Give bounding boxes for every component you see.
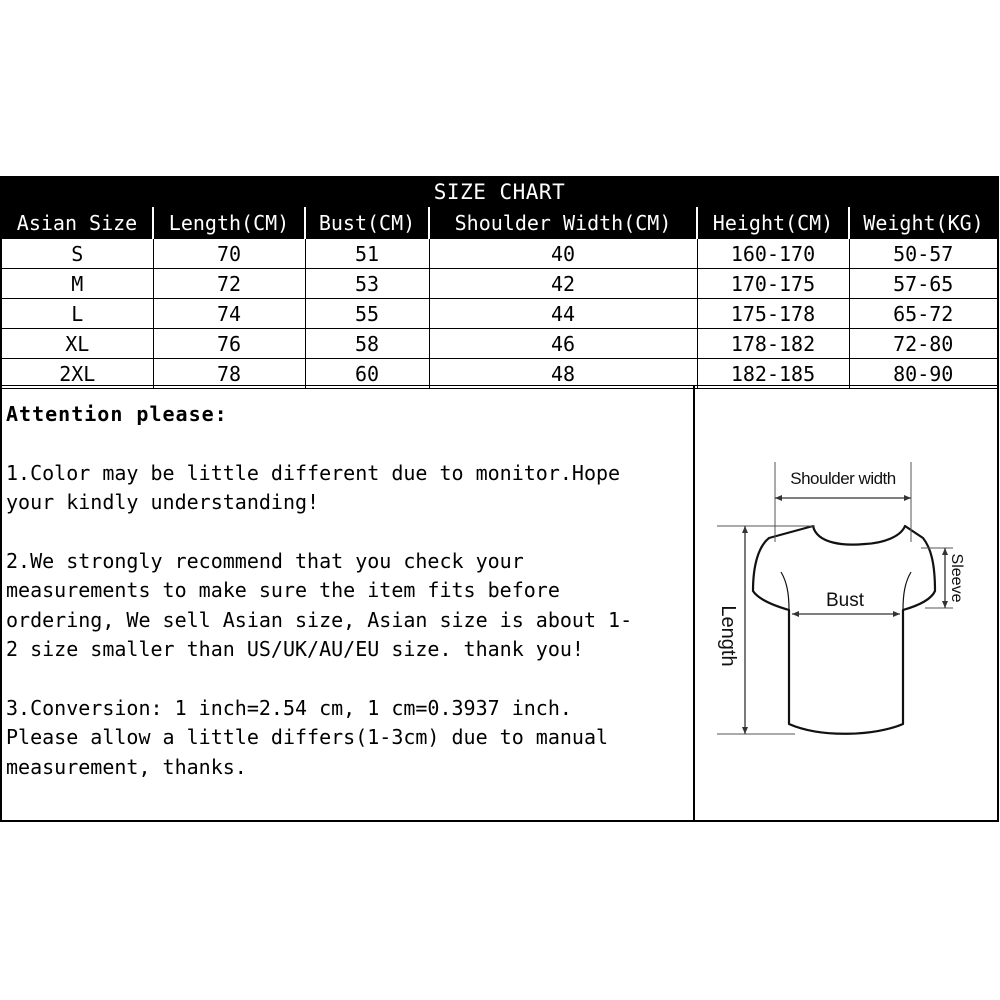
- table-cell: 65-72: [849, 299, 997, 329]
- table-cell: 60: [305, 359, 429, 389]
- header-weight: Weight(KG): [849, 207, 997, 239]
- size-chart: [0, 176, 999, 822]
- table-cell: 53: [305, 269, 429, 299]
- table-cell: 178-182: [697, 329, 849, 359]
- shoulder-width-label: Shoulder width: [790, 469, 896, 488]
- table-cell: 50-57: [849, 239, 997, 269]
- table-cell: 55: [305, 299, 429, 329]
- header-height: Height(CM): [697, 207, 849, 239]
- table-row: [2, 269, 997, 299]
- table-cell: 51: [305, 239, 429, 269]
- table-cell: M: [2, 269, 153, 299]
- size-table: [2, 207, 997, 389]
- table-cell: 70: [153, 239, 305, 269]
- notes-heading: Attention please:: [6, 402, 228, 426]
- table-header-row: [2, 207, 997, 239]
- table-cell: S: [2, 239, 153, 269]
- table-cell: 76: [153, 329, 305, 359]
- sleeve-label: Sleeve: [948, 553, 965, 603]
- chart-title: SIZE CHART: [2, 178, 997, 207]
- table-cell: XL: [2, 329, 153, 359]
- table-cell: 80-90: [849, 359, 997, 389]
- header-length: Length(CM): [153, 207, 305, 239]
- table-cell: 72-80: [849, 329, 997, 359]
- note-color: 1.Color may be little different due to monitor.Hope your kindly understanding!: [6, 460, 621, 514]
- header-shoulder-width: Shoulder Width(CM): [429, 207, 697, 239]
- table-row: [2, 239, 997, 269]
- table-cell: 42: [429, 269, 697, 299]
- table-cell: 46: [429, 329, 697, 359]
- table-cell: 72: [153, 269, 305, 299]
- header-asian-size: Asian Size: [2, 207, 153, 239]
- table-cell: 57-65: [849, 269, 997, 299]
- tshirt-measurement-diagram: [695, 385, 997, 822]
- table-cell: 160-170: [697, 239, 849, 269]
- table-cell: 182-185: [697, 359, 849, 389]
- table-cell: 2XL: [2, 359, 153, 389]
- table-row: [2, 299, 997, 329]
- table-row: [2, 359, 997, 389]
- table-cell: 74: [153, 299, 305, 329]
- table-row: [2, 329, 997, 359]
- table-cell: 48: [429, 359, 697, 389]
- table-cell: 78: [153, 359, 305, 389]
- bust-label: Bust: [825, 590, 865, 611]
- header-bust: Bust(CM): [305, 207, 429, 239]
- table-cell: 40: [429, 239, 697, 269]
- tshirt-measurement-icon: [695, 386, 997, 822]
- table-cell: 175-178: [697, 299, 849, 329]
- table-cell: 58: [305, 329, 429, 359]
- table-cell: L: [2, 299, 153, 329]
- table-cell: 170-175: [697, 269, 849, 299]
- note-conversion: 3.Conversion: 1 inch=2.54 cm, 1 cm=0.3937 inch. Please allow a little differs(1-3cm) due to manual measurement, thanks.: [6, 695, 609, 779]
- table-cell: 44: [429, 299, 697, 329]
- attention-notes: [2, 385, 695, 822]
- note-measurement: 2.We strongly recommend that you check your measurements to make sure the item fits before ordering, We sell Asian size, Asian size is about 1- 2 size smaller than US/UK/AU/EU size. thank you!: [6, 548, 633, 661]
- length-label: Length: [717, 605, 739, 667]
